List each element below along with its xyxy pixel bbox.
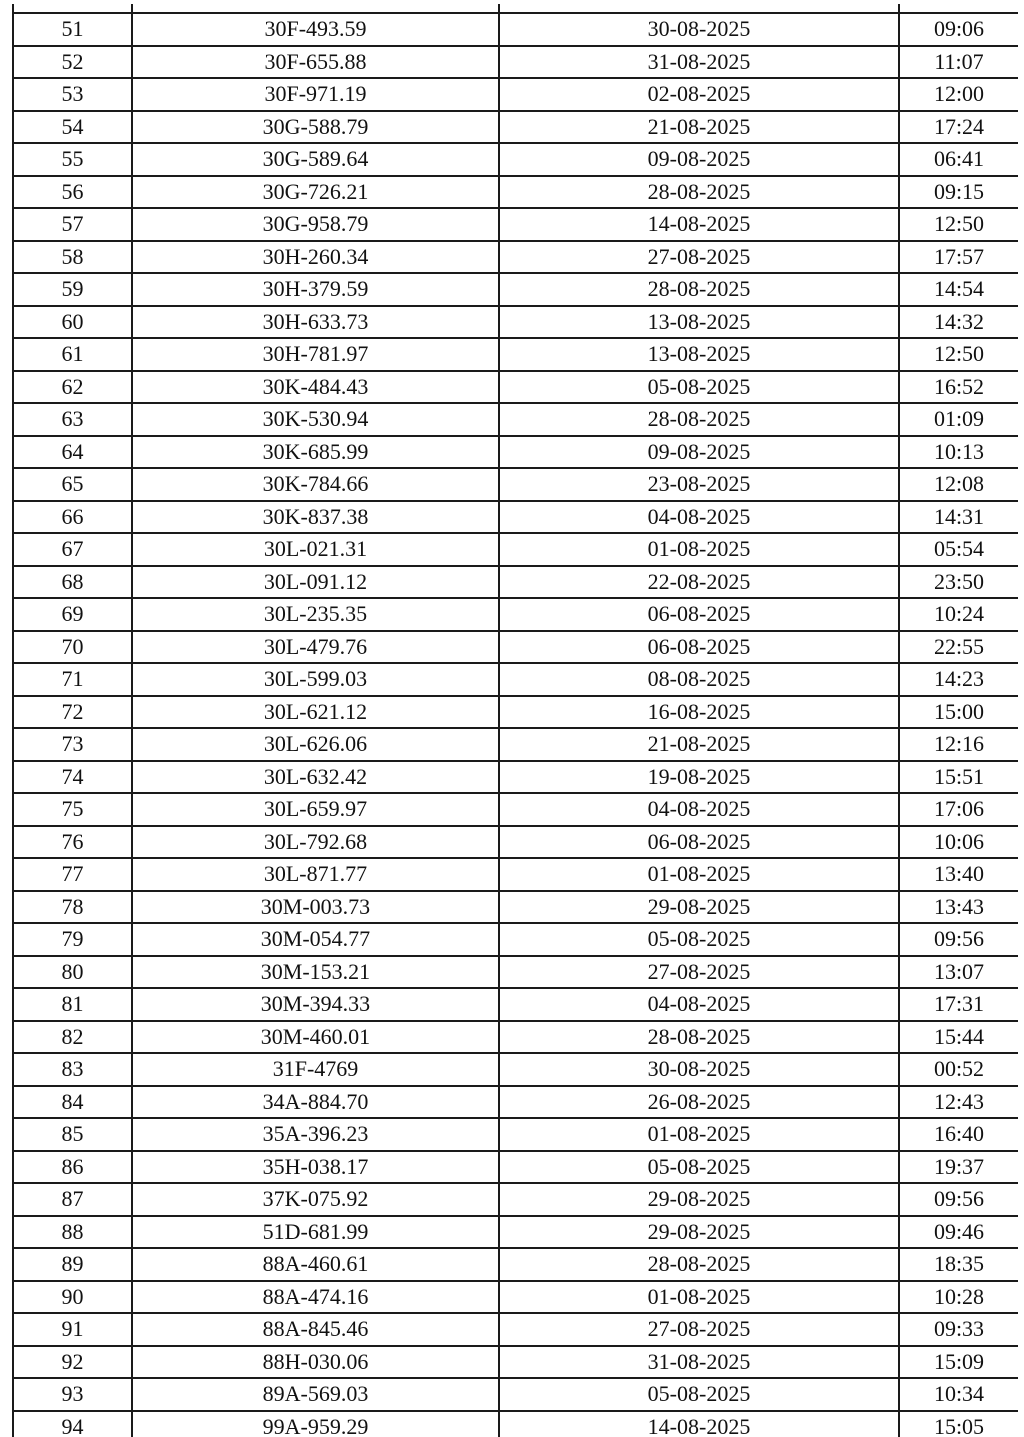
license-plate-cell: 30H-379.59 <box>132 273 499 306</box>
table-row <box>13 533 1018 566</box>
cell-stub <box>132 4 499 13</box>
time-cell: 09:56 <box>899 923 1018 956</box>
table-row <box>13 793 1018 826</box>
license-plate-cell: 30L-599.03 <box>132 663 499 696</box>
row-number-cell: 73 <box>13 728 132 761</box>
license-plate-cell: 30K-837.38 <box>132 501 499 534</box>
date-cell: 05-08-2025 <box>499 923 899 956</box>
table-row <box>13 1151 1018 1184</box>
table-row <box>13 663 1018 696</box>
license-plate-cell: 30G-588.79 <box>132 111 499 144</box>
table-row <box>13 1086 1018 1119</box>
time-cell: 12:50 <box>899 208 1018 241</box>
table-row <box>13 1248 1018 1281</box>
row-number-cell: 76 <box>13 826 132 859</box>
row-number-cell: 77 <box>13 858 132 891</box>
row-number-cell: 74 <box>13 761 132 794</box>
date-cell: 06-08-2025 <box>499 598 899 631</box>
time-cell: 12:08 <box>899 468 1018 501</box>
date-cell: 21-08-2025 <box>499 111 899 144</box>
row-number-cell: 80 <box>13 956 132 989</box>
table-row <box>13 78 1018 111</box>
time-cell: 13:40 <box>899 858 1018 891</box>
date-cell: 01-08-2025 <box>499 533 899 566</box>
table-row <box>13 1021 1018 1054</box>
time-cell: 14:32 <box>899 306 1018 339</box>
time-cell: 09:15 <box>899 176 1018 209</box>
time-cell: 10:24 <box>899 598 1018 631</box>
license-plate-cell: 88A-460.61 <box>132 1248 499 1281</box>
table-row <box>13 468 1018 501</box>
license-plate-cell: 30L-091.12 <box>132 566 499 599</box>
license-plate-cell: 30M-394.33 <box>132 988 499 1021</box>
license-plate-cell: 89A-569.03 <box>132 1378 499 1411</box>
date-cell: 28-08-2025 <box>499 176 899 209</box>
table-row <box>13 826 1018 859</box>
date-cell: 13-08-2025 <box>499 306 899 339</box>
row-number-cell: 83 <box>13 1053 132 1086</box>
date-cell: 01-08-2025 <box>499 1281 899 1314</box>
license-plate-cell: 99A-959.29 <box>132 1411 499 1437</box>
row-number-cell: 90 <box>13 1281 132 1314</box>
time-cell: 14:31 <box>899 501 1018 534</box>
row-number-cell: 94 <box>13 1411 132 1437</box>
license-plate-cell: 51D-681.99 <box>132 1216 499 1249</box>
table-row <box>13 956 1018 989</box>
row-number-cell: 86 <box>13 1151 132 1184</box>
license-plate-cell: 30L-871.77 <box>132 858 499 891</box>
license-plate-cell: 30F-493.59 <box>132 13 499 46</box>
date-cell: 27-08-2025 <box>499 956 899 989</box>
table-row <box>13 111 1018 144</box>
row-number-cell: 66 <box>13 501 132 534</box>
table-row <box>13 1216 1018 1249</box>
time-cell: 15:00 <box>899 696 1018 729</box>
row-number-cell: 57 <box>13 208 132 241</box>
cell-stub <box>13 4 132 13</box>
license-plate-cell: 30L-235.35 <box>132 598 499 631</box>
license-plate-cell: 30L-792.68 <box>132 826 499 859</box>
date-cell: 27-08-2025 <box>499 1313 899 1346</box>
table-row <box>13 501 1018 534</box>
date-cell: 04-08-2025 <box>499 988 899 1021</box>
table-row <box>13 598 1018 631</box>
time-cell: 09:56 <box>899 1183 1018 1216</box>
table-row <box>13 1053 1018 1086</box>
date-cell: 30-08-2025 <box>499 13 899 46</box>
time-cell: 22:55 <box>899 631 1018 664</box>
row-number-cell: 59 <box>13 273 132 306</box>
date-cell: 06-08-2025 <box>499 631 899 664</box>
time-cell: 17:31 <box>899 988 1018 1021</box>
table-row <box>13 46 1018 79</box>
time-cell: 01:09 <box>899 403 1018 436</box>
row-number-cell: 71 <box>13 663 132 696</box>
date-cell: 21-08-2025 <box>499 728 899 761</box>
license-plate-cell: 30K-530.94 <box>132 403 499 436</box>
time-cell: 14:54 <box>899 273 1018 306</box>
row-number-cell: 91 <box>13 1313 132 1346</box>
table-row <box>13 1313 1018 1346</box>
time-cell: 05:54 <box>899 533 1018 566</box>
table-row <box>13 1378 1018 1411</box>
row-number-cell: 69 <box>13 598 132 631</box>
time-cell: 09:46 <box>899 1216 1018 1249</box>
table-row <box>13 273 1018 306</box>
date-cell: 08-08-2025 <box>499 663 899 696</box>
license-plate-cell: 30G-726.21 <box>132 176 499 209</box>
license-plate-cell: 30F-655.88 <box>132 46 499 79</box>
time-cell: 10:28 <box>899 1281 1018 1314</box>
license-plate-cell: 30M-054.77 <box>132 923 499 956</box>
time-cell: 19:37 <box>899 1151 1018 1184</box>
license-plate-cell: 88H-030.06 <box>132 1346 499 1379</box>
table-row <box>13 1118 1018 1151</box>
row-number-cell: 85 <box>13 1118 132 1151</box>
date-cell: 05-08-2025 <box>499 1378 899 1411</box>
time-cell: 12:50 <box>899 338 1018 371</box>
license-plate-cell: 30G-958.79 <box>132 208 499 241</box>
time-cell: 16:52 <box>899 371 1018 404</box>
row-number-cell: 72 <box>13 696 132 729</box>
table-row <box>13 403 1018 436</box>
document-page <box>12 0 1018 1437</box>
table-row <box>13 858 1018 891</box>
row-number-cell: 93 <box>13 1378 132 1411</box>
row-number-cell: 92 <box>13 1346 132 1379</box>
license-plate-cell: 30L-632.42 <box>132 761 499 794</box>
row-number-cell: 78 <box>13 891 132 924</box>
time-cell: 12:43 <box>899 1086 1018 1119</box>
date-cell: 30-08-2025 <box>499 1053 899 1086</box>
time-cell: 10:06 <box>899 826 1018 859</box>
table-row <box>13 1183 1018 1216</box>
date-cell: 09-08-2025 <box>499 143 899 176</box>
time-cell: 12:16 <box>899 728 1018 761</box>
license-plate-cell: 30M-460.01 <box>132 1021 499 1054</box>
date-cell: 04-08-2025 <box>499 501 899 534</box>
row-number-cell: 65 <box>13 468 132 501</box>
row-number-cell: 67 <box>13 533 132 566</box>
date-cell: 31-08-2025 <box>499 1346 899 1379</box>
violations-table <box>12 4 1018 1437</box>
time-cell: 15:09 <box>899 1346 1018 1379</box>
table-row <box>13 143 1018 176</box>
time-cell: 15:51 <box>899 761 1018 794</box>
table-row <box>13 891 1018 924</box>
row-number-cell: 88 <box>13 1216 132 1249</box>
license-plate-cell: 37K-075.92 <box>132 1183 499 1216</box>
table-row <box>13 241 1018 274</box>
time-cell: 12:00 <box>899 78 1018 111</box>
license-plate-cell: 31F-4769 <box>132 1053 499 1086</box>
time-cell: 15:05 <box>899 1411 1018 1437</box>
license-plate-cell: 30F-971.19 <box>132 78 499 111</box>
row-number-cell: 61 <box>13 338 132 371</box>
table-row <box>13 338 1018 371</box>
date-cell: 14-08-2025 <box>499 208 899 241</box>
row-number-cell: 55 <box>13 143 132 176</box>
time-cell: 17:06 <box>899 793 1018 826</box>
table-row <box>13 176 1018 209</box>
time-cell: 17:24 <box>899 111 1018 144</box>
date-cell: 26-08-2025 <box>499 1086 899 1119</box>
date-cell: 05-08-2025 <box>499 1151 899 1184</box>
cell-stub <box>499 4 899 13</box>
date-cell: 16-08-2025 <box>499 696 899 729</box>
license-plate-cell: 35A-396.23 <box>132 1118 499 1151</box>
table-row <box>13 306 1018 339</box>
date-cell: 01-08-2025 <box>499 1118 899 1151</box>
license-plate-cell: 30K-784.66 <box>132 468 499 501</box>
date-cell: 04-08-2025 <box>499 793 899 826</box>
row-number-cell: 68 <box>13 566 132 599</box>
date-cell: 29-08-2025 <box>499 1183 899 1216</box>
license-plate-cell: 30K-685.99 <box>132 436 499 469</box>
row-number-cell: 62 <box>13 371 132 404</box>
table-row <box>13 631 1018 664</box>
date-cell: 13-08-2025 <box>499 338 899 371</box>
table-row <box>13 1411 1018 1437</box>
row-number-cell: 51 <box>13 13 132 46</box>
row-number-cell: 60 <box>13 306 132 339</box>
license-plate-cell: 30H-260.34 <box>132 241 499 274</box>
time-cell: 14:23 <box>899 663 1018 696</box>
table-row <box>13 728 1018 761</box>
table-row-continuation <box>13 4 1018 13</box>
table-row <box>13 1346 1018 1379</box>
time-cell: 23:50 <box>899 566 1018 599</box>
license-plate-cell: 30L-479.76 <box>132 631 499 664</box>
date-cell: 28-08-2025 <box>499 1248 899 1281</box>
table-row <box>13 371 1018 404</box>
license-plate-cell: 30H-781.97 <box>132 338 499 371</box>
time-cell: 00:52 <box>899 1053 1018 1086</box>
time-cell: 09:33 <box>899 1313 1018 1346</box>
time-cell: 17:57 <box>899 241 1018 274</box>
row-number-cell: 82 <box>13 1021 132 1054</box>
date-cell: 14-08-2025 <box>499 1411 899 1437</box>
time-cell: 11:07 <box>899 46 1018 79</box>
row-number-cell: 84 <box>13 1086 132 1119</box>
license-plate-cell: 30L-659.97 <box>132 793 499 826</box>
date-cell: 28-08-2025 <box>499 403 899 436</box>
time-cell: 06:41 <box>899 143 1018 176</box>
date-cell: 22-08-2025 <box>499 566 899 599</box>
license-plate-cell: 88A-845.46 <box>132 1313 499 1346</box>
license-plate-cell: 30M-003.73 <box>132 891 499 924</box>
license-plate-cell: 30K-484.43 <box>132 371 499 404</box>
time-cell: 18:35 <box>899 1248 1018 1281</box>
table-row <box>13 988 1018 1021</box>
row-number-cell: 56 <box>13 176 132 209</box>
table-body <box>13 4 1018 1437</box>
row-number-cell: 75 <box>13 793 132 826</box>
license-plate-cell: 88A-474.16 <box>132 1281 499 1314</box>
date-cell: 05-08-2025 <box>499 371 899 404</box>
row-number-cell: 70 <box>13 631 132 664</box>
table-row <box>13 1281 1018 1314</box>
license-plate-cell: 30H-633.73 <box>132 306 499 339</box>
license-plate-cell: 30G-589.64 <box>132 143 499 176</box>
table-row <box>13 923 1018 956</box>
date-cell: 23-08-2025 <box>499 468 899 501</box>
row-number-cell: 87 <box>13 1183 132 1216</box>
date-cell: 09-08-2025 <box>499 436 899 469</box>
row-number-cell: 64 <box>13 436 132 469</box>
row-number-cell: 53 <box>13 78 132 111</box>
time-cell: 10:13 <box>899 436 1018 469</box>
date-cell: 01-08-2025 <box>499 858 899 891</box>
date-cell: 02-08-2025 <box>499 78 899 111</box>
time-cell: 15:44 <box>899 1021 1018 1054</box>
time-cell: 10:34 <box>899 1378 1018 1411</box>
time-cell: 13:07 <box>899 956 1018 989</box>
license-plate-cell: 30L-021.31 <box>132 533 499 566</box>
date-cell: 28-08-2025 <box>499 1021 899 1054</box>
date-cell: 06-08-2025 <box>499 826 899 859</box>
row-number-cell: 89 <box>13 1248 132 1281</box>
date-cell: 27-08-2025 <box>499 241 899 274</box>
time-cell: 09:06 <box>899 13 1018 46</box>
date-cell: 19-08-2025 <box>499 761 899 794</box>
cell-stub <box>899 4 1018 13</box>
row-number-cell: 81 <box>13 988 132 1021</box>
date-cell: 29-08-2025 <box>499 891 899 924</box>
table-row <box>13 761 1018 794</box>
table-row <box>13 208 1018 241</box>
date-cell: 29-08-2025 <box>499 1216 899 1249</box>
row-number-cell: 52 <box>13 46 132 79</box>
license-plate-cell: 30L-621.12 <box>132 696 499 729</box>
table-row <box>13 696 1018 729</box>
license-plate-cell: 30M-153.21 <box>132 956 499 989</box>
license-plate-cell: 30L-626.06 <box>132 728 499 761</box>
time-cell: 13:43 <box>899 891 1018 924</box>
license-plate-cell: 35H-038.17 <box>132 1151 499 1184</box>
row-number-cell: 54 <box>13 111 132 144</box>
table-row <box>13 436 1018 469</box>
date-cell: 31-08-2025 <box>499 46 899 79</box>
time-cell: 16:40 <box>899 1118 1018 1151</box>
table-row <box>13 566 1018 599</box>
row-number-cell: 63 <box>13 403 132 436</box>
table-row <box>13 13 1018 46</box>
row-number-cell: 58 <box>13 241 132 274</box>
license-plate-cell: 34A-884.70 <box>132 1086 499 1119</box>
date-cell: 28-08-2025 <box>499 273 899 306</box>
row-number-cell: 79 <box>13 923 132 956</box>
